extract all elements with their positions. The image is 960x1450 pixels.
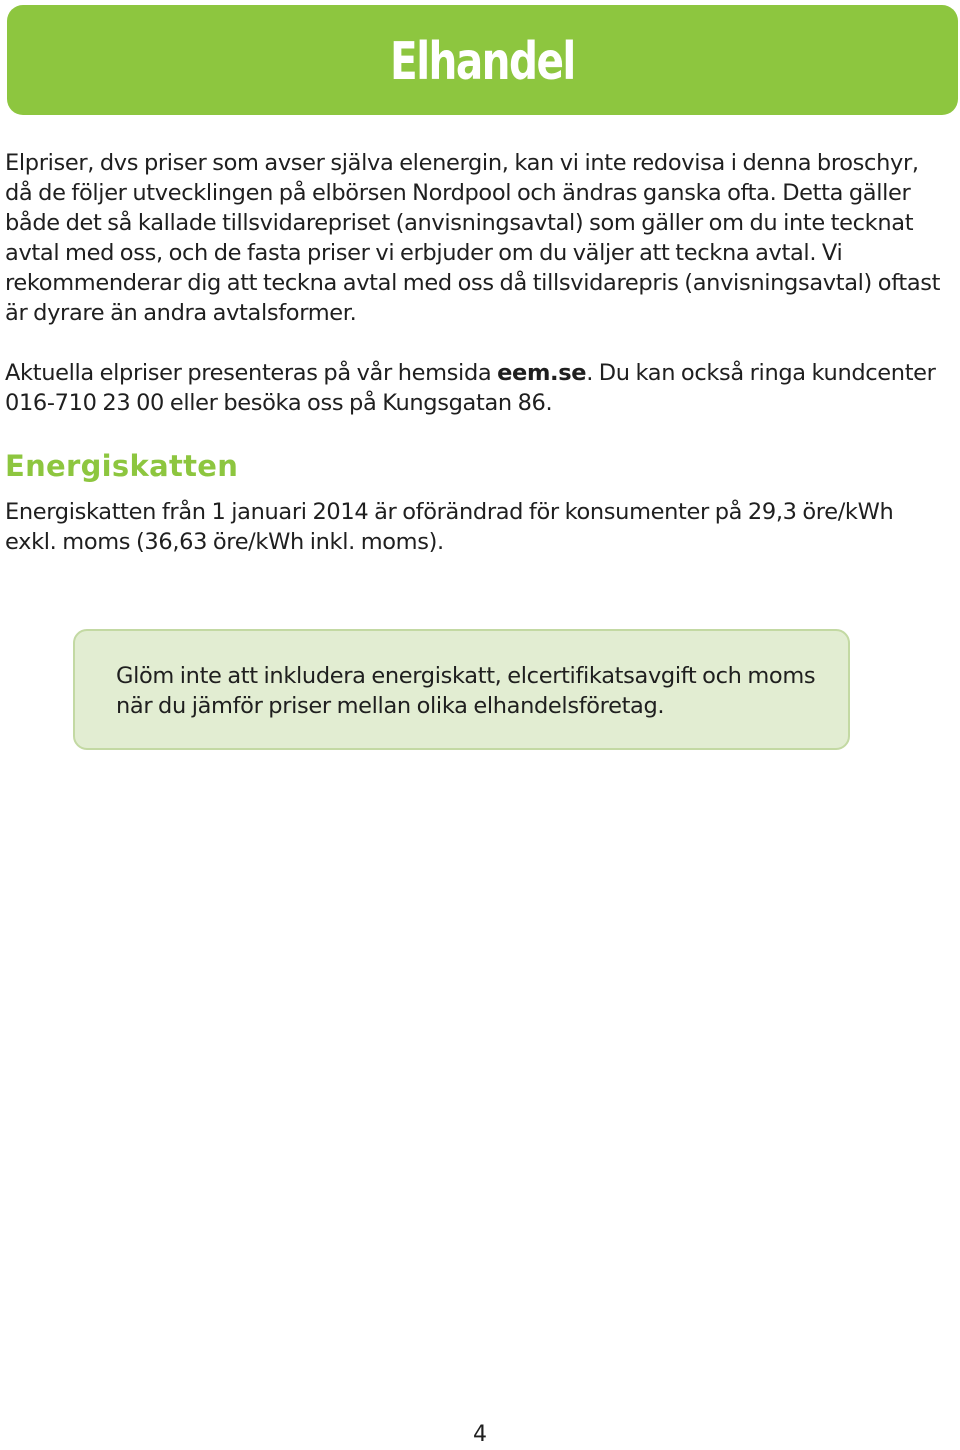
header-banner: [7, 5, 958, 115]
page-number: 4: [473, 1422, 487, 1447]
section-heading-energiskatten: Energiskatten: [5, 449, 239, 483]
reminder-note-text: Glöm inte att inkludera energiskatt, elcertifikatsavgift och moms när du jämför priser mellan olika elhandelsföretag.: [116, 663, 816, 719]
contact-text-end: . Du kan också ringa kundcenter 016-710 23 00 eller besöka oss på Kungsgatan 86.: [5, 360, 936, 416]
reminder-note-box: [73, 629, 850, 750]
website-link[interactable]: eem.se: [497, 360, 587, 386]
contact-text-start: Aktuella elpriser presenteras på vår hemsida: [5, 360, 498, 386]
page-title: Elhandel: [390, 32, 575, 92]
energy-tax-paragraph: Energiskatten från 1 januari 2014 är oförändrad för konsumenter på 29,3 öre/kWh exkl. moms (36,63 öre/kWh inkl. moms).: [5, 499, 894, 555]
contact-paragraph: [5, 358, 950, 418]
intro-paragraph: Elpriser, dvs priser som avser själva elenergin, kan vi inte redovisa i denna broschyr, då de följer utvecklingen på elbörsen Nordpool och ändras ganska ofta. Detta gäller både det så kallade tillsvidarepriset (anvisningsavtal) som gäller om du inte tecknat avtal med oss, och de fasta priser vi erbjuder om du väljer att teckna avtal. Vi rekommenderar dig att teckna avtal med oss då tillsvidarepris (anvisningsavtal) oftast är dyrare än andra avtalsformer.: [5, 150, 941, 326]
